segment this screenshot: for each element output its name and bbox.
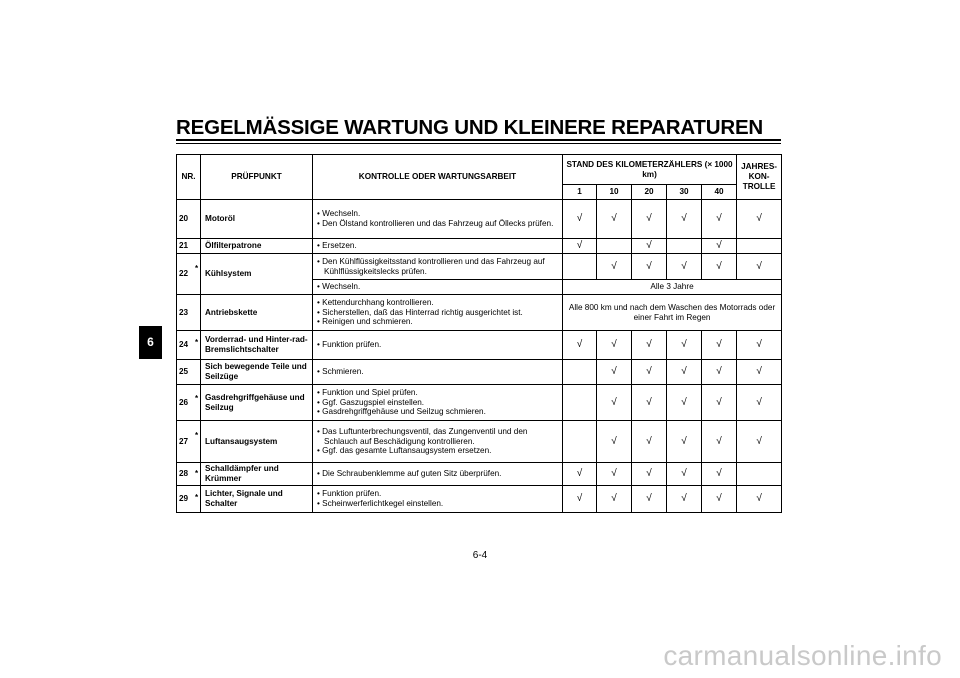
- task-cell: [313, 254, 563, 280]
- table-row: [177, 254, 782, 280]
- title-rule-thin: [176, 143, 781, 144]
- row-number-text: 29: [179, 494, 189, 504]
- check-item: Ölfilterpatrone: [201, 239, 313, 254]
- watermark: carmanualsonline.info: [663, 640, 942, 671]
- check-mark: √: [632, 385, 667, 421]
- task-cell: [313, 486, 563, 513]
- check-mark: √: [702, 254, 737, 280]
- task-line: • Funktion prüfen.: [317, 489, 382, 499]
- row-number-text: 23: [179, 307, 189, 317]
- row-number: [177, 295, 201, 331]
- header-nr: NR.: [177, 155, 201, 200]
- check-mark: √: [667, 200, 702, 239]
- task-cell: [313, 360, 563, 385]
- row-number: [177, 486, 201, 513]
- check-mark: √: [597, 486, 632, 513]
- check-mark: √: [563, 331, 597, 360]
- annual-check-mark: √: [737, 421, 782, 463]
- check-mark: √: [563, 486, 597, 513]
- check-item: Vorderrad- und Hinter-rad-Bremslichtschalter: [201, 331, 313, 360]
- row-number: [177, 239, 201, 254]
- task-line: • Reinigen und schmieren.: [317, 317, 413, 327]
- chapter-tab: 6: [139, 326, 162, 359]
- check-mark: [563, 254, 597, 280]
- check-item: Schalldämpfer und Krümmer: [201, 463, 313, 486]
- row-number-text: 26: [179, 397, 189, 407]
- table-row: [177, 239, 782, 254]
- task-cell: [313, 200, 563, 239]
- check-mark: √: [702, 421, 737, 463]
- check-mark: √: [702, 360, 737, 385]
- row-number: [177, 254, 201, 295]
- asterisk-marker: *: [195, 338, 199, 347]
- task-line: • Den Ölstand kontrollieren und das Fahrzeug auf Öllecks prüfen.: [317, 219, 554, 228]
- check-mark: [597, 239, 632, 254]
- table-row: [177, 421, 782, 463]
- task-line: • Ersetzen.: [317, 241, 357, 251]
- table-row: [177, 295, 782, 331]
- check-mark: √: [597, 463, 632, 486]
- asterisk-marker: *: [195, 468, 199, 478]
- annual-check-mark: √: [737, 385, 782, 421]
- check-mark: √: [667, 463, 702, 486]
- row-number-text: 24: [179, 340, 189, 350]
- check-mark: √: [667, 360, 702, 385]
- check-mark: √: [632, 360, 667, 385]
- header-pruefpunkt: PRÜFPUNKT: [201, 155, 313, 200]
- check-mark: √: [632, 486, 667, 513]
- task-cell: [313, 463, 563, 486]
- check-mark: √: [563, 463, 597, 486]
- row-number-text: 22: [179, 269, 189, 279]
- check-mark: √: [632, 254, 667, 280]
- header-km-30: 30: [667, 185, 702, 200]
- asterisk-marker: *: [195, 393, 199, 403]
- check-mark: √: [667, 421, 702, 463]
- check-mark: √: [597, 331, 632, 360]
- task-line: • Das Luftunterbrechungsventil, das Zungenventil und den Schlauch auf Beschädigung kontrollieren.: [317, 426, 528, 446]
- check-item: Lichter, Signale und Schalter: [201, 486, 313, 513]
- check-mark: √: [702, 385, 737, 421]
- check-mark: √: [563, 200, 597, 239]
- check-item: Antriebskette: [201, 295, 313, 331]
- check-mark: √: [632, 421, 667, 463]
- row-number: [177, 360, 201, 385]
- annual-check-mark: √: [737, 360, 782, 385]
- interval-note: Alle 800 km und nach dem Waschen des Motorrads oder einer Fahrt im Regen: [563, 295, 782, 331]
- task-line: • Ggf. das gesamte Luftansaugsystem ersetzen.: [317, 446, 492, 456]
- check-mark: √: [597, 421, 632, 463]
- check-mark: √: [632, 463, 667, 486]
- row-number-text: 25: [179, 367, 189, 377]
- row-number-text: 20: [179, 214, 189, 224]
- row-number-text: 28: [179, 469, 189, 479]
- check-mark: √: [632, 331, 667, 360]
- row-number: [177, 421, 201, 463]
- page-title: REGELMÄSSIGE WARTUNG UND KLEINERE REPARATUREN: [176, 116, 764, 139]
- check-mark: [667, 239, 702, 254]
- maintenance-table: [176, 154, 782, 513]
- check-mark: √: [702, 239, 737, 254]
- title-rule-thick: [176, 139, 781, 141]
- table-row: [177, 360, 782, 385]
- check-mark: √: [667, 486, 702, 513]
- task-line: • Wechseln.: [317, 209, 361, 219]
- row-number-text: 21: [179, 241, 189, 251]
- check-mark: [563, 360, 597, 385]
- annual-check-mark: [737, 463, 782, 486]
- task-line: • Funktion prüfen.: [317, 340, 382, 350]
- check-item: Gasdrehgriffgehäuse und Seilzug: [201, 385, 313, 421]
- header-kilometerstand: STAND DES KILOMETERZÄHLERS (× 1000 km): [563, 155, 737, 185]
- check-mark: [563, 385, 597, 421]
- header-kontrolle: KONTROLLE ODER WARTUNGSARBEIT: [313, 155, 563, 200]
- row-number: [177, 331, 201, 360]
- check-mark: √: [597, 385, 632, 421]
- task-line: • Gasdrehgriffgehäuse und Seilzug schmieren.: [317, 407, 486, 417]
- annual-check-mark: √: [737, 254, 782, 280]
- check-mark: √: [702, 463, 737, 486]
- task-line: • Kettendurchhang kontrollieren.: [317, 297, 434, 307]
- task-cell: [313, 239, 563, 254]
- check-mark: √: [667, 385, 702, 421]
- check-item: Luftansaugsystem: [201, 421, 313, 463]
- check-mark: √: [667, 254, 702, 280]
- annual-check-mark: [737, 239, 782, 254]
- table-row: [177, 463, 782, 486]
- check-mark: √: [702, 331, 737, 360]
- task-line: • Die Schraubenklemme auf guten Sitz überprüfen.: [317, 469, 502, 479]
- table-row: [177, 331, 782, 360]
- check-mark: √: [632, 200, 667, 239]
- check-mark: √: [597, 254, 632, 280]
- task-cell: [313, 385, 563, 421]
- task-line: • Sicherstellen, daß das Hinterrad richtig ausgerichtet ist.: [317, 307, 523, 317]
- task-cell: [313, 331, 563, 360]
- check-mark: √: [702, 200, 737, 239]
- check-mark: √: [702, 486, 737, 513]
- table-row: [177, 486, 782, 513]
- task-line: • Wechseln.: [317, 282, 361, 292]
- annual-check-mark: √: [737, 200, 782, 239]
- check-mark: √: [563, 239, 597, 254]
- asterisk-marker: *: [195, 431, 199, 441]
- annual-check-mark: √: [737, 486, 782, 513]
- check-item: Sich bewegende Teile und Seilzüge: [201, 360, 313, 385]
- task-line: • Den Kühlflüssigkeitsstand kontrollieren und das Fahrzeug auf Kühlflüssigkeitslecks prüfen.: [317, 256, 545, 276]
- page-number: 6-4: [472, 550, 488, 561]
- check-item: Kühlsystem: [201, 254, 313, 295]
- header-km-40: 40: [702, 185, 737, 200]
- asterisk-marker: *: [195, 492, 199, 502]
- check-item: Motoröl: [201, 200, 313, 239]
- row-number: [177, 463, 201, 486]
- table-row: [177, 200, 782, 239]
- table-row: [177, 385, 782, 421]
- check-mark: √: [667, 331, 702, 360]
- task-line: • Schmieren.: [317, 367, 364, 377]
- task-line: • Funktion und Spiel prüfen.: [317, 387, 418, 397]
- task-cell: [313, 295, 563, 331]
- check-mark: [563, 421, 597, 463]
- row-number: [177, 385, 201, 421]
- interval-note: Alle 3 Jahre: [563, 280, 782, 295]
- check-mark: √: [597, 200, 632, 239]
- header-jahreskontrolle: JAHRES-KON-TROLLE: [737, 155, 782, 200]
- task-cell: [313, 280, 563, 295]
- header-km-20: 20: [632, 185, 667, 200]
- row-number-text: 27: [179, 436, 189, 446]
- task-line: • Ggf. Gaszugspiel einstellen.: [317, 397, 425, 407]
- task-cell: [313, 421, 563, 463]
- check-mark: √: [632, 239, 667, 254]
- check-mark: √: [597, 360, 632, 385]
- task-line: • Scheinwerferlichtkegel einstellen.: [317, 499, 444, 508]
- row-number: [177, 200, 201, 239]
- asterisk-marker: *: [195, 264, 199, 273]
- annual-check-mark: √: [737, 331, 782, 360]
- header-km-1: 1: [563, 185, 597, 200]
- header-km-10: 10: [597, 185, 632, 200]
